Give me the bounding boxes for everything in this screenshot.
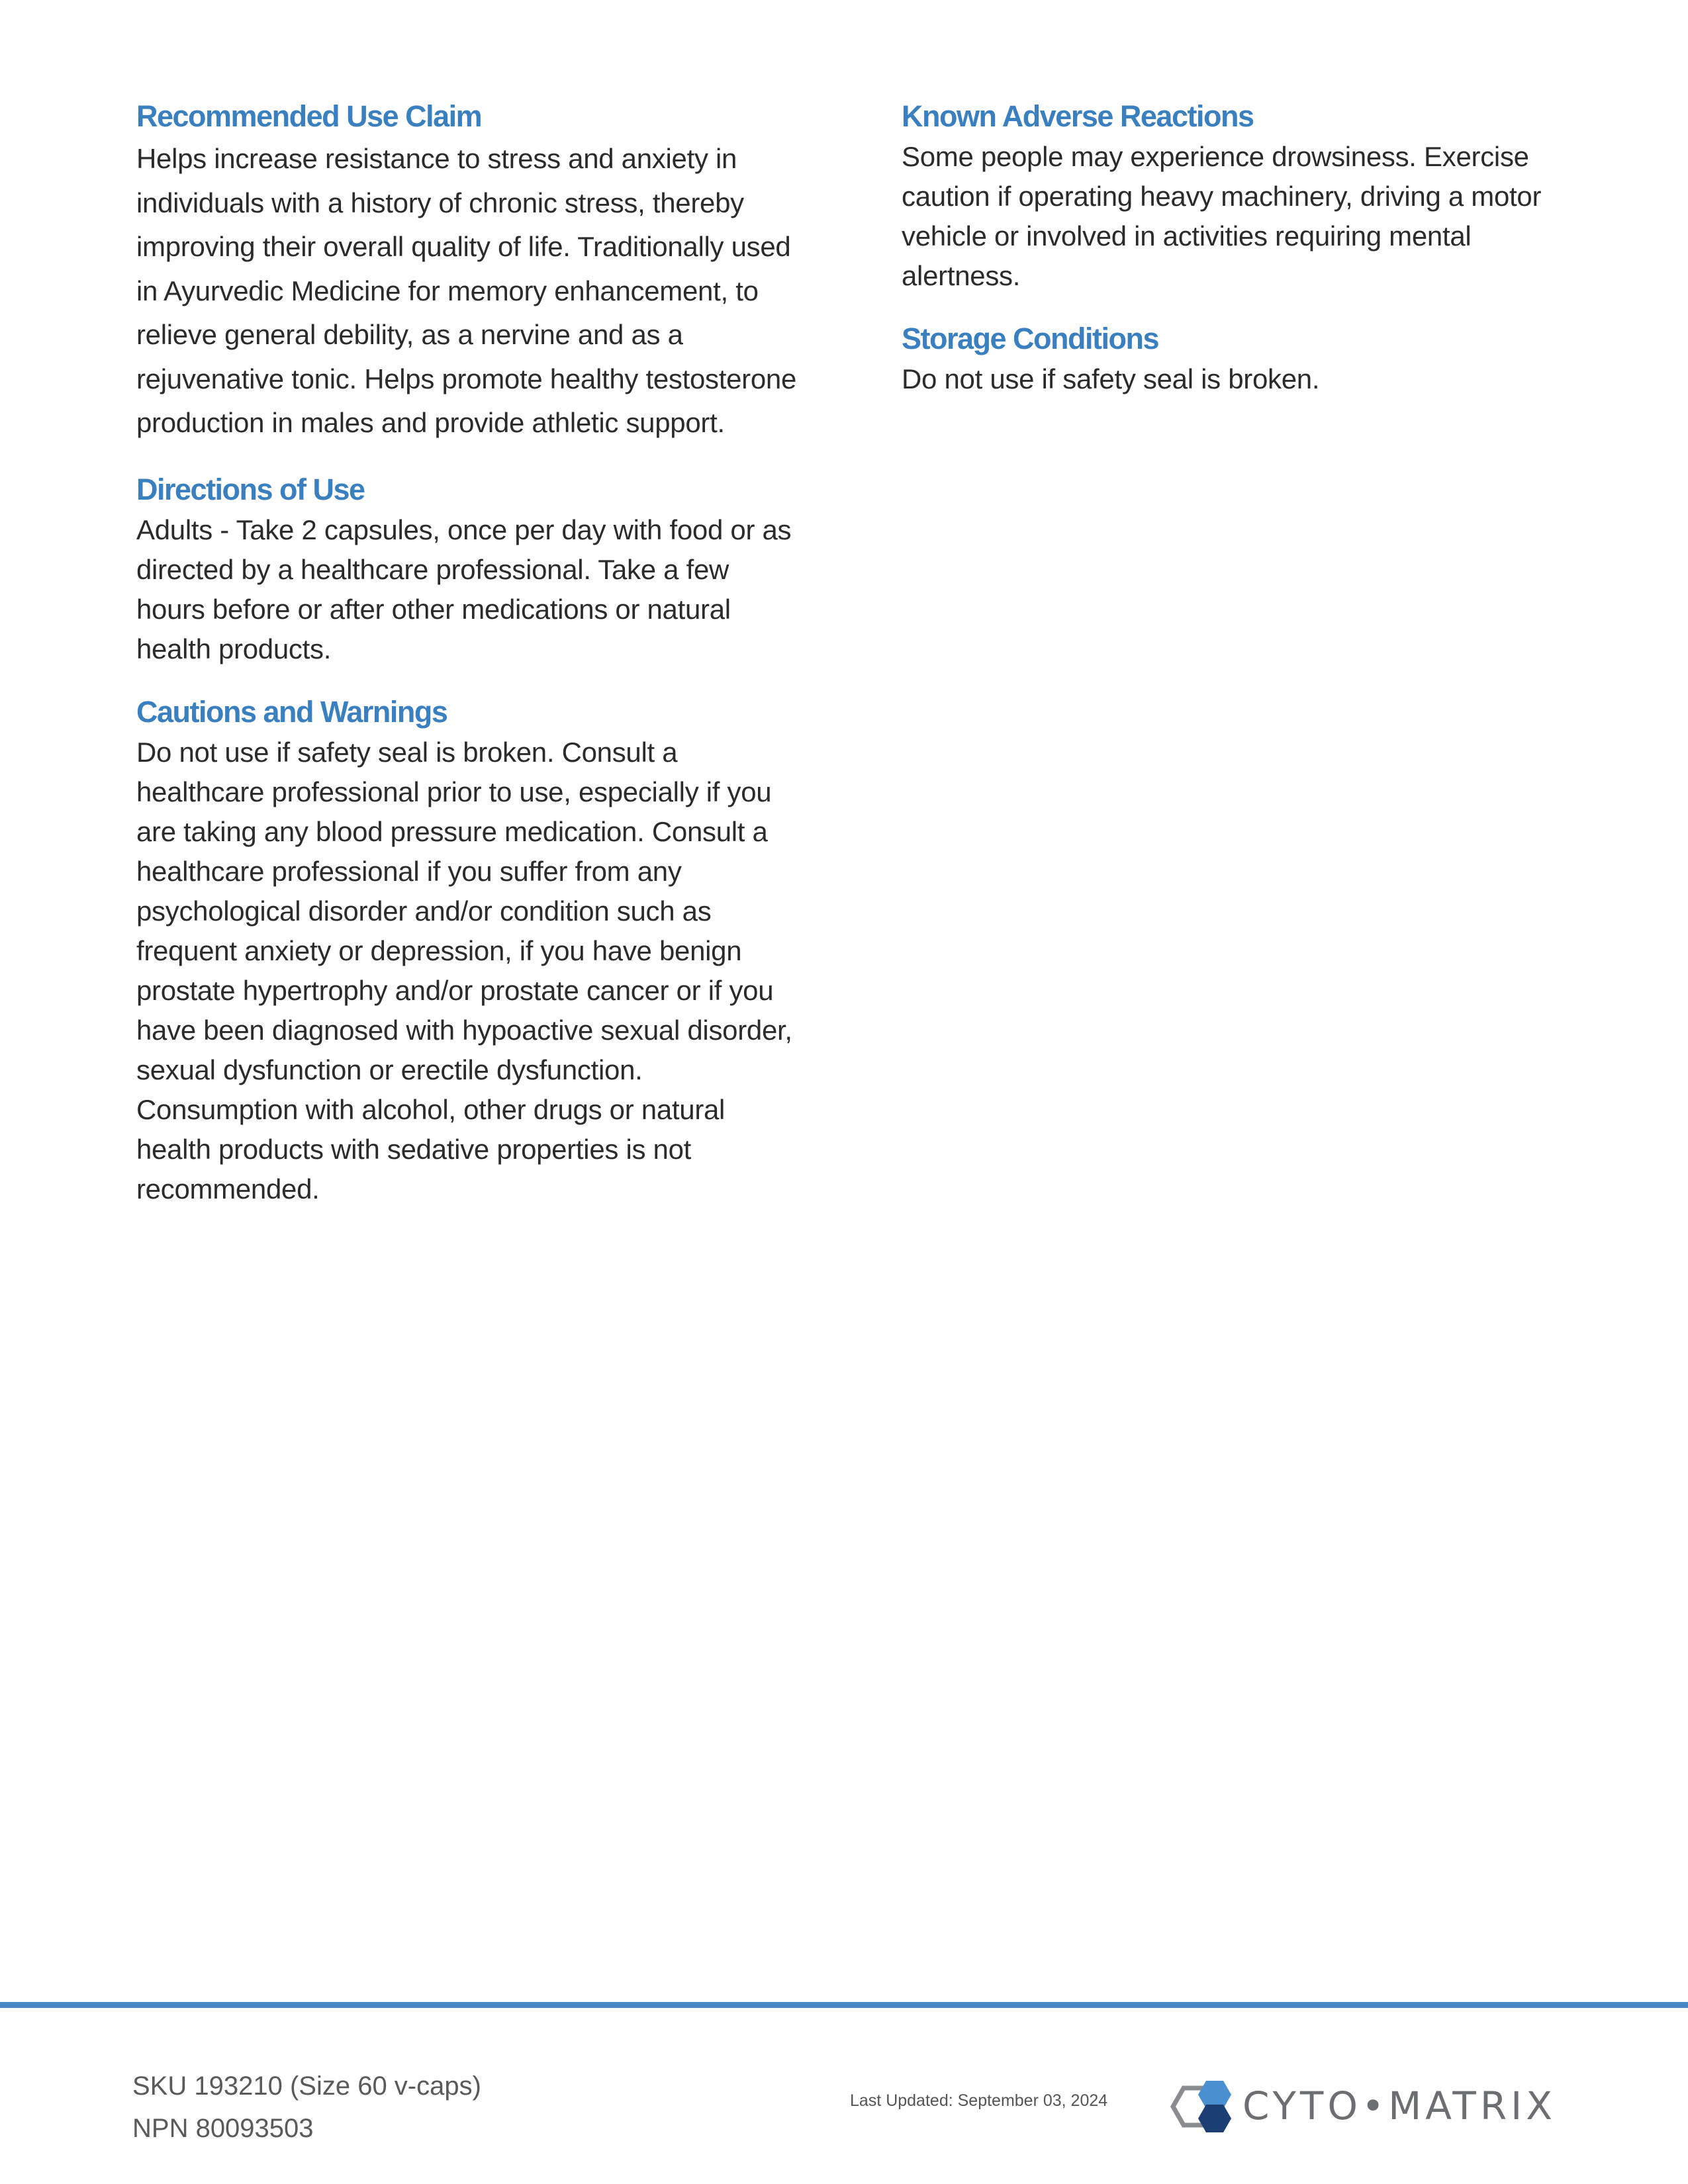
logo-wordmark: CYTO•MATRIX	[1243, 2083, 1556, 2128]
known-adverse-reactions-text: Some people may experience drowsiness. Exercise caution if operating heavy machinery, driving a motor vehicle or involved in activities requiring mental alertness.	[902, 141, 1542, 291]
storage-conditions-heading: Storage Conditions	[902, 322, 1158, 355]
directions-of-use-text: Adults - Take 2 capsules, once per day with food or as directed by a healthcare professional. Take a few hours before or after other medications or natural health products.	[136, 514, 792, 664]
last-updated-label: Last Updated: September 03, 2024	[850, 2091, 1108, 2110]
recommended-use-claim-text: Helps increase resistance to stress and anxiety in individuals with a history of chronic stress, thereby improving their overall quality of life. Traditionally used in Ayurvedic Medicine for memory enhancement, to relieve general debility, as a nervine and as a rejuvenative tonic. Helps promote healthy testosterone production in males and provide athletic support.	[136, 143, 797, 438]
cautions-and-warnings-text: Do not use if safety seal is broken. Consult a healthcare professional prior to use, especially if you are taking any blood pressure medication. Consult a healthcare professional if you suffer from any psychological disorder and/or condition such as frequent anxiety or depression, if you have benign prostate hypertrophy and/or prostate cancer or if you have been diagnosed with hypoactive sexual disorder, sexual dysfunction or erectile dysfunction. Consumption with alcohol, other drugs or natural health products with sedative properties is not recommended.	[136, 736, 792, 1205]
right-column	[902, 96, 1550, 422]
cytomatrix-logo	[1160, 2070, 1557, 2143]
hexagon-cluster-icon	[1173, 2081, 1231, 2132]
cautions-and-warnings-heading: Cautions and Warnings	[136, 694, 447, 729]
product-identifiers	[132, 2065, 481, 2150]
footer-divider	[0, 2002, 1688, 2008]
npn-label: NPN 80093503	[132, 2114, 314, 2143]
storage-conditions-text: Do not use if safety seal is broken.	[902, 363, 1320, 394]
left-column	[136, 96, 798, 1232]
known-adverse-reactions-heading: Known Adverse Reactions	[902, 99, 1254, 133]
recommended-use-claim-heading: Recommended Use Claim	[136, 99, 482, 133]
sku-label: SKU 193210 (Size 60 v-caps)	[132, 2071, 481, 2101]
directions-of-use-heading: Directions of Use	[136, 472, 365, 506]
